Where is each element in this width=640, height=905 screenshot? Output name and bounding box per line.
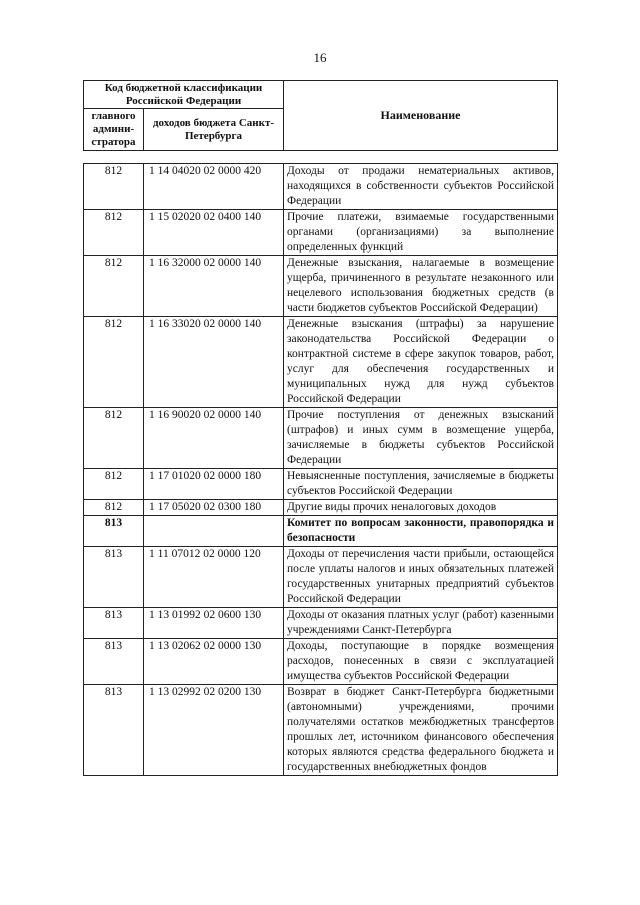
name-cell: Доходы от оказания платных услуг (работ) казенными учреждениями Санкт-Петербурга [284,608,558,639]
header-table [83,80,558,151]
admin-code-cell: 812 [84,500,144,516]
header-classification-code: Код бюджетной классификации Российской Федерации [84,81,284,109]
revenue-code-cell: 1 14 04020 02 0000 420 [144,164,284,210]
admin-code-cell: 813 [84,608,144,639]
revenue-code-cell: 1 16 32000 02 0000 140 [144,256,284,317]
admin-code-cell: 812 [84,408,144,469]
revenue-code-cell: 1 15 02020 02 0400 140 [144,210,284,256]
table-body [84,164,558,776]
table-row [84,256,558,317]
table-row [84,685,558,776]
name-cell: Возврат в бюджет Санкт-Петербурга бюджетными (автономными) учреждениями, прочими получателями остатков межбюджетных трансфертов прошлых лет, источником финансового обеспечения которых являются средства федерального бюджета и государственных внебюджетных фондов [284,685,558,776]
name-cell: Доходы от продажи нематериальных активов, находящихся в собственности субъектов Российской Федерации [284,164,558,210]
admin-code-cell: 812 [84,210,144,256]
table-row [84,608,558,639]
admin-code-cell: 813 [84,639,144,685]
page-number: 16 [313,50,327,65]
revenue-code-cell: 1 17 01020 02 0000 180 [144,469,284,500]
revenue-code-cell: 1 13 01992 02 0600 130 [144,608,284,639]
admin-code-cell: 812 [84,164,144,210]
revenue-code-cell: 1 17 05020 02 0300 180 [144,500,284,516]
name-cell: Прочие поступления от денежных взысканий (штрафов) и иных сумм в возмещение ущерба, зачисляемые в бюджеты субъектов Российской Федерации [284,408,558,469]
revenue-code-cell [144,516,284,547]
revenue-code-cell: 1 16 90020 02 0000 140 [144,408,284,469]
revenue-code-cell: 1 16 33020 02 0000 140 [144,317,284,408]
name-cell: Денежные взыскания (штрафы) за нарушение законодательства Российской Федерации о контрактной системе в сфере закупок товаров, работ, услуг для обеспечения государственных и муниципальных нужд для нужд субъектов Российской Федерации [284,317,558,408]
revenue-code-cell: 1 13 02992 02 0200 130 [144,685,284,776]
admin-code-cell: 812 [84,256,144,317]
name-cell: Денежные взыскания, налагаемые в возмещение ущерба, причиненного в результате незаконного или нецелевого использования бюджетных средств (в части бюджетов субъектов Российской Федерации) [284,256,558,317]
revenue-code-cell: 1 13 02062 02 0000 130 [144,639,284,685]
admin-code-cell: 813 [84,685,144,776]
table-row [84,639,558,685]
name-cell: Невыясненные поступления, зачисляемые в бюджеты субъектов Российской Федерации [284,469,558,500]
table-row [84,516,558,547]
name-cell: Доходы, поступающие в порядке возмещения расходов, понесенных в связи с эксплуатацией имущества субъектов Российской Федерации [284,639,558,685]
revenue-code-cell: 1 11 07012 02 0000 120 [144,547,284,608]
admin-code-cell: 812 [84,469,144,500]
table-row [84,469,558,500]
table-row [84,500,558,516]
table-row [84,210,558,256]
admin-code-cell: 813 [84,547,144,608]
admin-code-cell: 812 [84,317,144,408]
admin-code-cell: 813 [84,516,144,547]
header-revenue: доходов бюджета Санкт-Петербурга [144,109,284,151]
name-cell: Комитет по вопросам законности, правопорядка и безопасности [284,516,558,547]
name-cell: Другие виды прочих неналоговых доходов [284,500,558,516]
table-row [84,547,558,608]
name-cell: Прочие платежи, взимаемые государственными органами (организациями) за выполнение определенных функций [284,210,558,256]
name-cell: Доходы от перечисления части прибыли, остающейся после уплаты налогов и иных обязательных платежей государственных унитарных предприятий субъектов Российской Федерации [284,547,558,608]
header-admin: главного админи-стратора [84,109,144,151]
classification-table [83,163,558,776]
table-row [84,164,558,210]
header-name: Наименование [284,81,558,151]
table-row [84,408,558,469]
table-row [84,317,558,408]
